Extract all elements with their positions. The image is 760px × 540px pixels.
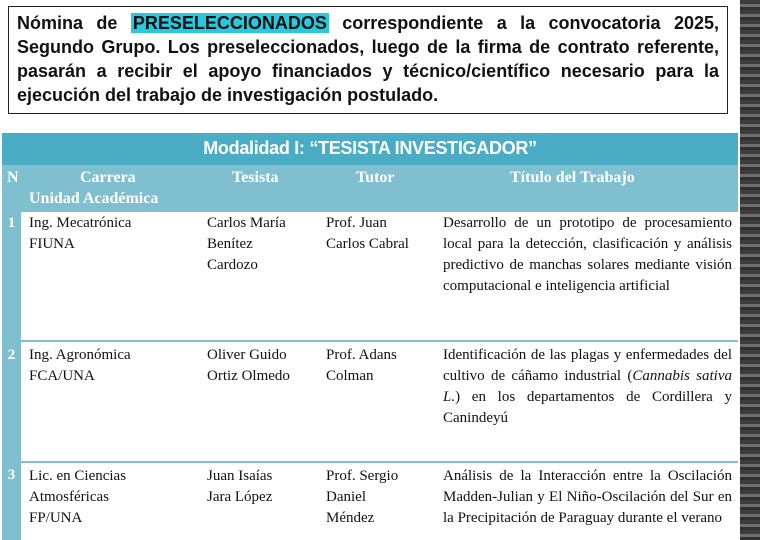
- header-n: N: [7, 169, 19, 186]
- row-number: 1: [2, 212, 21, 342]
- row-carrera: Ing. Agronómica FCA/UNA: [29, 347, 131, 384]
- decorative-border: [740, 0, 760, 540]
- row-tutor: Prof. Sergio Daniel Méndez: [326, 468, 399, 526]
- notice-text-after: correspondiente a la convocatoria 2025, Segundo Grupo. Los preseleccionados, luego de la firma de contrato referente, pasarán a recibir el apoyo financiados y técnico/científico necesario para la ejecución del trabajo de investigación postulado.: [17, 13, 720, 105]
- header-titulo: Título del Trabajo: [510, 169, 635, 186]
- notice-box: [8, 6, 728, 114]
- header-tesista: Tesista: [232, 169, 279, 186]
- row-carrera: Lic. en Ciencias Atmosféricas FP/UNA: [29, 468, 127, 526]
- table-title: Modalidad I: “TESISTA INVESTIGADOR”: [2, 133, 738, 165]
- row-titulo: Identificación de las plagas y enfermedades del cultivo de cáñamo industrial (Cannabis sativa L.) en los departamentos de Cordillera y Canindeyú: [443, 347, 732, 426]
- notice-highlight: PRESELECCIONADOS: [132, 13, 327, 33]
- row-titulo: Análisis de la Interacción entre la Oscilación Madden-Julian y El Niño-Oscilación del Sur en la Precipitación de Paraguay durante el verano: [443, 468, 732, 526]
- row-tesista: Oliver Guido Ortiz Olmedo: [207, 347, 290, 384]
- row-tutor: Prof. Adans Colman: [326, 347, 397, 384]
- notice-text-before: Nómina de: [17, 13, 131, 33]
- row-tesista: Juan Isaías Jara López: [207, 468, 273, 505]
- header-unidad: Unidad Académica: [29, 190, 159, 207]
- row-carrera: Ing. Mecatrónica FIUNA: [29, 215, 132, 252]
- row-tutor: Prof. Juan Carlos Cabral: [326, 215, 409, 252]
- table-row: [2, 342, 738, 463]
- header-carrera: Carrera: [80, 169, 136, 186]
- table-row: [2, 463, 738, 540]
- row-tesista: Carlos María Benítez Cardozo: [207, 215, 286, 273]
- row-number: 3: [2, 463, 21, 540]
- header-tutor: Tutor: [356, 169, 395, 186]
- row-number: 2: [2, 342, 21, 463]
- table-header-row: [2, 165, 738, 212]
- row-titulo: Desarrollo de un prototipo de procesamiento local para la detección, clasificación y análisis predictivo de manchas solares mediante visión computacional e inteligencia artificial: [443, 215, 732, 294]
- table-row: [2, 212, 738, 342]
- preselected-table: [2, 133, 738, 540]
